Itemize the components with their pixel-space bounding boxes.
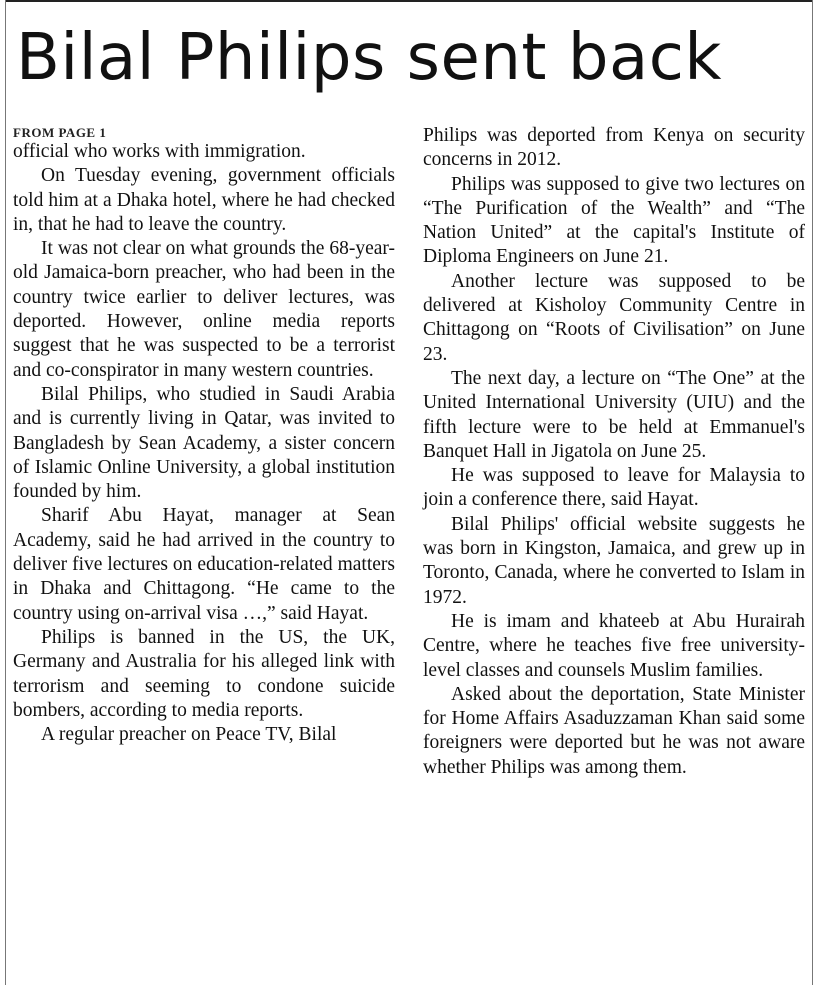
paragraph: Philips was deported from Kenya on security concerns in 2012. [423,125,805,171]
paragraph: He was supposed to leave for Malaysia to join a conference there, said Hayat. [423,465,805,511]
paragraph: Bilal Philips' official website suggests he was born in Kingston, Jamaica, and grew up in Toronto, Canada, where he converted to Islam in 1972. [423,513,805,608]
paragraph: The next day, a lecture on “The One” at the United International University (UIU) and the fifth lecture were to be held at Emmanuel's Banquet Hall in Jigatola on June 25. [423,367,805,462]
paragraph: A regular preacher on Peace TV, Bilal [41,724,337,746]
right-border [812,0,813,985]
paragraph: Bilal Philips, who studied in Saudi Arabia and is currently living in Qatar, was invited to Bangladesh by Sean Academy, a sister concern of Islamic Online University, a global institution founded by him. [13,383,395,503]
paragraph: On Tuesday evening, government officials told him at a Dhaka hotel, where he had checked in, that he had to leave the country. [13,165,395,235]
paragraph: He is imam and khateeb at Abu Hurairah Centre, where he teaches five free university-level classes and counsels Muslim families. [423,610,805,681]
article-column-right [423,124,805,780]
continued-from-label: FROM PAGE 1 [13,125,107,140]
top-rule [6,0,812,2]
headline: Bilal Philips sent back [16,21,722,95]
article-column-left [13,124,395,747]
paragraph: Sharif Abu Hayat, manager at Sean Academy, said he had arrived in the country to deliver five lectures on education-related matters in Dhaka and Chittagong. “He came to the country using on-arrival visa …,” said Hayat. [13,505,395,624]
paragraph: It was not clear on what grounds the 68-year-old Jamaica-born preacher, who had been in the country twice earlier to deliver lectures, was deported. However, online media reports suggest that he was suspected to be a terrorist and co-conspirator in many western countries. [13,238,395,381]
paragraph: Asked about the deportation, State Minister for Home Affairs Asaduzzaman Khan said some foreigners were deported but he was not aware whether Philips was among them. [423,683,805,778]
paragraph: official who works with immigration. [13,141,306,162]
paragraph: Philips was supposed to give two lectures on “The Purification of the Wealth” and “The Nation United” at the capital's Institute of Diploma Engineers on June 21. [423,173,805,268]
paragraph: Philips is banned in the US, the UK, Germany and Australia for his alleged link with terrorism and seeming to condone suicide bombers, according to media reports. [13,626,395,721]
left-border [5,0,6,985]
paragraph: Another lecture was supposed to be delivered at Kisholoy Community Centre in Chittagong on “Roots of Civilisation” on June 23. [423,270,805,365]
